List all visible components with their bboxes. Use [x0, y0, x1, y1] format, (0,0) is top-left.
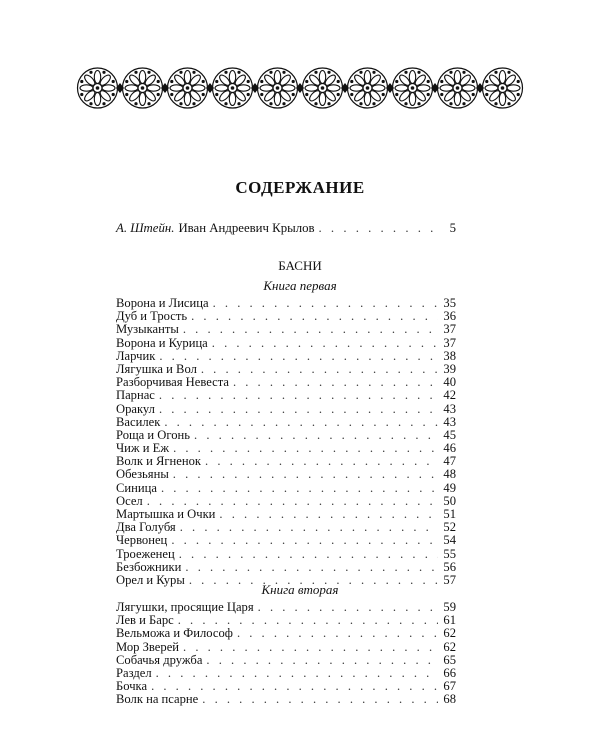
entry-title: Музыканты: [116, 322, 179, 337]
entry-page: 67: [443, 679, 456, 694]
toc-entry: [116, 521, 456, 534]
entry-title: Лягушки, просящие Царя: [116, 600, 254, 614]
entry-page: 54: [443, 533, 456, 548]
dot-leader: [185, 561, 438, 574]
intro-title: Иван Андреевич Крылов: [178, 221, 315, 235]
rosette-icon: [483, 68, 523, 108]
toc-entry: [116, 654, 456, 667]
rosette-icon: [168, 68, 215, 108]
intro-page-number: 5: [449, 221, 456, 235]
dot-leader: [179, 548, 438, 561]
dot-leader: [171, 534, 438, 547]
toc-entry: [116, 548, 456, 561]
entry-page: 52: [443, 520, 456, 535]
dot-leader: [233, 376, 438, 389]
entry-title: Лев и Барс: [116, 613, 174, 628]
entry-title: Орел и Куры: [116, 572, 185, 587]
entry-title: Волк и Ягненок: [116, 454, 202, 469]
toc-entry: [116, 323, 456, 336]
rosette-icon: [78, 68, 125, 108]
entry-title: Мартышка и Очки: [116, 507, 216, 521]
entry-title: Оракул: [116, 401, 155, 416]
section-heading: БАСНИ: [278, 258, 322, 273]
rosette-icon: [258, 68, 305, 108]
book-one-heading: Книга первая: [263, 278, 337, 293]
toc-entry: [116, 482, 456, 495]
entry-page: 48: [443, 467, 456, 482]
entry-page: 39: [443, 361, 456, 376]
entry-page: 56: [443, 559, 456, 574]
entry-page: 45: [443, 427, 456, 442]
entry-page: 65: [443, 652, 456, 667]
dot-leader: [194, 429, 438, 442]
rosette-icon: [123, 68, 170, 108]
entry-page: 42: [443, 388, 456, 403]
book-one-list: [116, 297, 456, 587]
toc-entry: [116, 534, 456, 547]
entry-title: Дуб и Трость: [116, 309, 188, 324]
entry-page: 62: [443, 626, 456, 641]
entry-page: 62: [443, 639, 456, 654]
toc-entry: [116, 667, 456, 680]
entry-page: 66: [443, 665, 456, 680]
entry-page: 49: [443, 480, 456, 495]
dot-leader: [319, 222, 438, 235]
entry-page: 68: [443, 692, 456, 707]
dot-leader: [183, 641, 438, 654]
entry-page: 40: [443, 375, 456, 390]
entry-page: 57: [443, 572, 456, 587]
dot-leader: [173, 442, 438, 455]
dot-leader: [212, 337, 438, 350]
toc-entry: [116, 641, 456, 654]
dot-leader: [164, 416, 438, 429]
entry-title: Василек: [116, 414, 161, 429]
dot-leader: [237, 627, 438, 640]
toc-entry: [116, 627, 456, 640]
entry-page: 35: [443, 296, 456, 310]
dot-leader: [161, 482, 438, 495]
dot-leader: [213, 297, 438, 310]
toc-entry: [116, 389, 456, 402]
entry-title: Разборчивая Невеста: [116, 375, 229, 390]
entry-title: Чиж и Еж: [116, 441, 170, 456]
toc-entry: [116, 468, 456, 481]
entry-page: 55: [443, 546, 456, 561]
entry-page: 47: [443, 454, 456, 469]
entry-title: Собачья дружба: [116, 652, 203, 667]
toc-entry: [116, 337, 456, 350]
toc-entry: [116, 350, 456, 363]
entry-title: Бочка: [116, 679, 148, 694]
page-title: СОДЕРЖАНИЕ: [235, 178, 365, 197]
entry-title: Мор Зверей: [116, 639, 180, 654]
entry-page: 61: [443, 613, 456, 628]
book-two-list: [116, 601, 456, 707]
dot-leader: [258, 601, 438, 614]
entry-title: Троеженец: [116, 546, 175, 561]
book-two-heading: Книга вторая: [261, 582, 339, 597]
rosette-icon: [438, 68, 485, 108]
intro-author: А. Штейн.: [116, 221, 175, 235]
entry-page: 51: [443, 507, 456, 521]
entry-page: 38: [443, 348, 456, 363]
dot-leader: [159, 389, 438, 402]
toc-entry: [116, 416, 456, 429]
entry-page: 43: [443, 401, 456, 416]
entry-title: Раздел: [116, 665, 152, 680]
dot-leader: [159, 403, 438, 416]
entry-title: Ларчик: [116, 348, 156, 363]
entry-page: 37: [443, 322, 456, 337]
toc-entry: [116, 403, 456, 416]
entry-page: 46: [443, 441, 456, 456]
entry-title: Обезьяны: [116, 467, 169, 482]
dot-leader: [159, 350, 438, 363]
dot-leader: [202, 693, 438, 706]
toc-entry: [116, 561, 456, 574]
entry-title: Волк на псарне: [116, 692, 199, 707]
entry-page: 59: [443, 600, 456, 614]
toc-entry: [116, 376, 456, 389]
dot-leader: [180, 521, 438, 534]
dot-leader: [219, 508, 438, 521]
rosette-icon: [303, 68, 350, 108]
dot-leader: [183, 323, 438, 336]
entry-page: 37: [443, 335, 456, 350]
dot-leader: [173, 468, 438, 481]
entry-page: 43: [443, 414, 456, 429]
rosette-icon: [393, 68, 440, 108]
dot-leader: [206, 654, 438, 667]
entry-page: 36: [443, 309, 456, 324]
entry-title: Парнас: [116, 388, 155, 403]
decorative-ornament-band: [75, 58, 525, 118]
dot-leader: [156, 667, 438, 680]
entry-page: 50: [443, 493, 456, 508]
entry-title: Роща и Огонь: [116, 427, 191, 442]
dot-leader: [201, 363, 438, 376]
rosette-icon: [348, 68, 395, 108]
entry-title: Лягушка и Вол: [116, 361, 197, 376]
entry-title: Вельможа и Философ: [116, 626, 233, 641]
entry-title: Ворона и Курица: [116, 335, 208, 350]
entry-title: Синица: [116, 480, 157, 495]
toc-entry: [116, 693, 456, 706]
dot-leader: [191, 310, 438, 323]
intro-entry: [116, 222, 456, 235]
entry-title: Осел: [116, 493, 143, 508]
rosette-icon: [213, 68, 260, 108]
entry-title: Червонец: [116, 533, 168, 548]
entry-title: Ворона и Лисица: [116, 296, 209, 310]
entry-title: Безбожники: [116, 559, 182, 574]
dot-leader: [205, 455, 438, 468]
entry-title: Два Голубя: [116, 520, 176, 535]
